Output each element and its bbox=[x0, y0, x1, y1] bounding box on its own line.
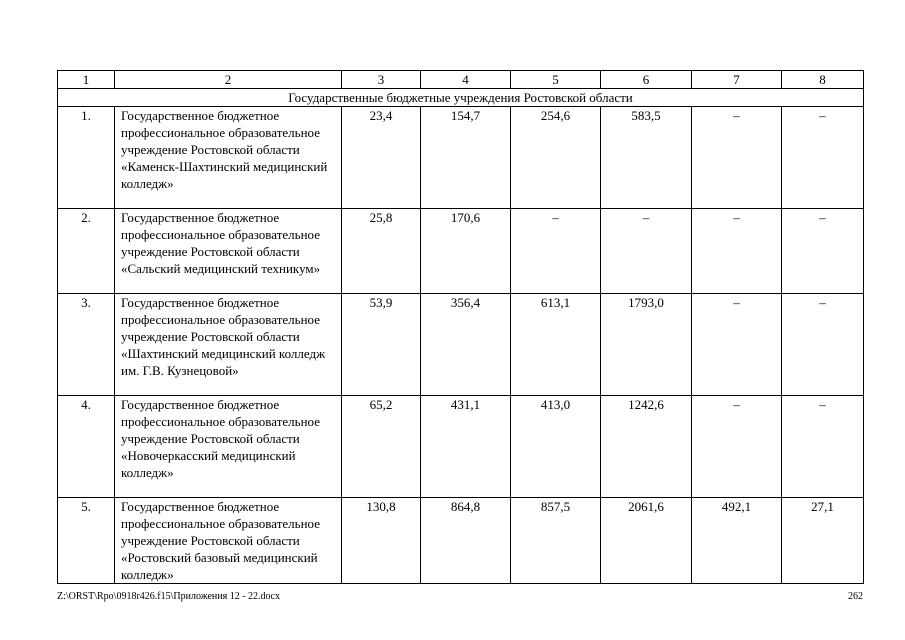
row-number: 5. bbox=[58, 498, 115, 584]
column-header: 2 bbox=[115, 71, 342, 89]
institution-name: Государственное бюджетное профессиональное образовательное учреждение Ростовской области «Каменск-Шахтинский медицинский колледж» bbox=[115, 107, 342, 209]
column-header: 5 bbox=[511, 71, 601, 89]
value-cell: 583,5 bbox=[601, 107, 692, 209]
value-cell: – bbox=[782, 294, 864, 396]
table-row bbox=[58, 107, 864, 209]
value-cell: – bbox=[692, 209, 782, 294]
row-number: 2. bbox=[58, 209, 115, 294]
value-cell: 1793,0 bbox=[601, 294, 692, 396]
column-header: 8 bbox=[782, 71, 864, 89]
value-cell: 2061,6 bbox=[601, 498, 692, 584]
column-header: 3 bbox=[342, 71, 421, 89]
value-cell: – bbox=[782, 396, 864, 498]
value-cell: 53,9 bbox=[342, 294, 421, 396]
table-row bbox=[58, 294, 864, 396]
value-cell: 65,2 bbox=[342, 396, 421, 498]
value-cell: 857,5 bbox=[511, 498, 601, 584]
value-cell: – bbox=[692, 294, 782, 396]
value-cell: 130,8 bbox=[342, 498, 421, 584]
value-cell: 25,8 bbox=[342, 209, 421, 294]
value-cell: – bbox=[692, 396, 782, 498]
column-header: 7 bbox=[692, 71, 782, 89]
row-number: 4. bbox=[58, 396, 115, 498]
table-row bbox=[58, 396, 864, 498]
institution-name: Государственное бюджетное профессиональное образовательное учреждение Ростовской области «Шахтинский медицинский колледж им. Г.В. Кузнецовой» bbox=[115, 294, 342, 396]
footer-file-path: Z:\ORST\Rpo\0918r426.f15\Приложения 12 - 22.docx bbox=[57, 591, 280, 602]
data-table bbox=[57, 70, 864, 584]
institution-name: Государственное бюджетное профессиональное образовательное учреждение Ростовской области «Сальский медицинский техникум» bbox=[115, 209, 342, 294]
value-cell: – bbox=[782, 209, 864, 294]
section-row bbox=[58, 89, 864, 107]
value-cell: – bbox=[511, 209, 601, 294]
column-header: 6 bbox=[601, 71, 692, 89]
row-number: 1. bbox=[58, 107, 115, 209]
value-cell: – bbox=[692, 107, 782, 209]
value-cell: 154,7 bbox=[421, 107, 511, 209]
institution-name: Государственное бюджетное профессиональное образовательное учреждение Ростовской области «Новочеркасский медицинский колледж» bbox=[115, 396, 342, 498]
page-number: 262 bbox=[848, 591, 863, 602]
value-cell: – bbox=[782, 107, 864, 209]
value-cell: 356,4 bbox=[421, 294, 511, 396]
value-cell: 613,1 bbox=[511, 294, 601, 396]
column-header: 4 bbox=[421, 71, 511, 89]
value-cell: 431,1 bbox=[421, 396, 511, 498]
value-cell: 492,1 bbox=[692, 498, 782, 584]
table-row bbox=[58, 498, 864, 584]
value-cell: – bbox=[601, 209, 692, 294]
column-number-row bbox=[58, 71, 864, 89]
value-cell: 254,6 bbox=[511, 107, 601, 209]
section-title: Государственные бюджетные учреждения Ростовской области bbox=[58, 89, 864, 107]
value-cell: 170,6 bbox=[421, 209, 511, 294]
table-row bbox=[58, 209, 864, 294]
value-cell: 1242,6 bbox=[601, 396, 692, 498]
institution-name: Государственное бюджетное профессиональное образовательное учреждение Ростовской области «Ростовский базовый медицинский колледж» bbox=[115, 498, 342, 584]
value-cell: 27,1 bbox=[782, 498, 864, 584]
value-cell: 864,8 bbox=[421, 498, 511, 584]
row-number: 3. bbox=[58, 294, 115, 396]
column-header: 1 bbox=[58, 71, 115, 89]
value-cell: 413,0 bbox=[511, 396, 601, 498]
value-cell: 23,4 bbox=[342, 107, 421, 209]
